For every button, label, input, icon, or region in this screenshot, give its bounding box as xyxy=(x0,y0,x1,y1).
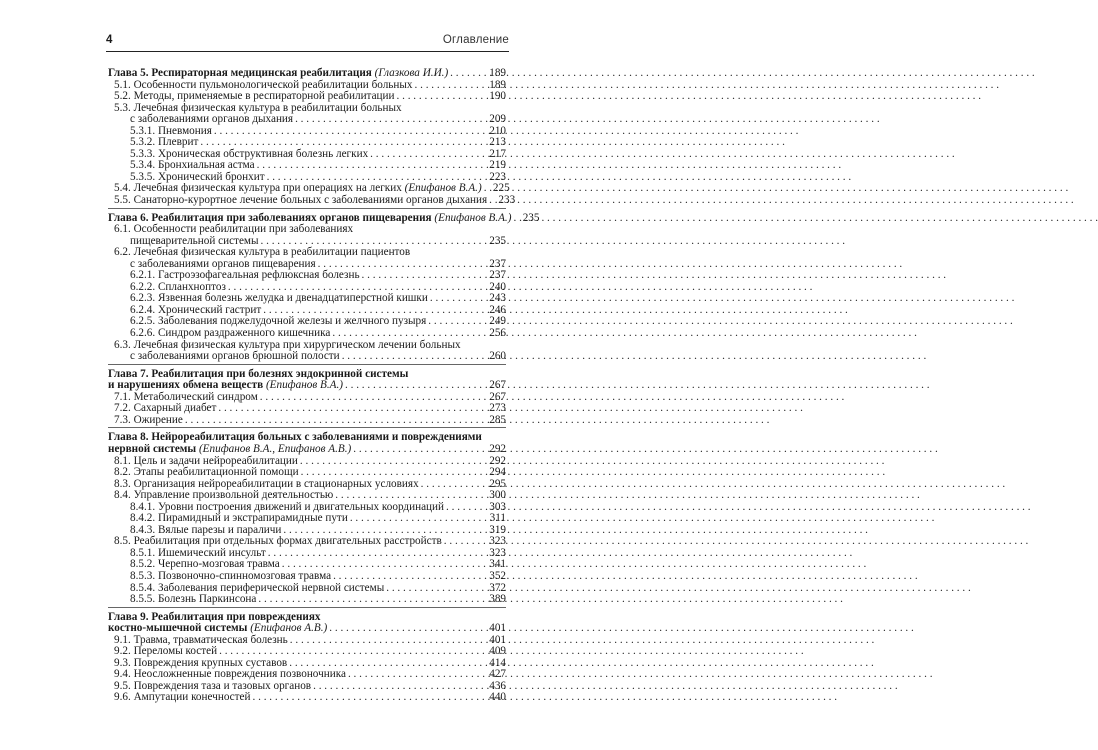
dot-leader xyxy=(332,328,486,340)
page-ref: 409 xyxy=(489,645,506,658)
entry-title: 5.3.2. Плеврит xyxy=(130,136,199,149)
page-ref: 436 xyxy=(489,679,506,692)
dot-leader xyxy=(489,195,495,207)
entry-title: 8.4.2. Пирамидный и экстрапирамидные пути xyxy=(130,512,348,525)
chapter-title: Глава 5. Респираторная медицинская реабилитация xyxy=(108,67,372,79)
chapter-title[interactable]: Глава 7. Реабилитация при болезнях эндокринной системы xyxy=(108,367,409,380)
dot-leader xyxy=(185,415,486,427)
page-ref: 292 xyxy=(489,454,506,467)
entry-title: 8.5.1. Ишемический инсульт xyxy=(130,546,266,559)
chapter-9 xyxy=(108,612,506,705)
entry-title: 5.3.1. Пневмония xyxy=(130,124,212,137)
chapter-8 xyxy=(108,432,506,607)
page-ref: 440 xyxy=(489,691,506,704)
entry-title: 6.2.5. Заболевания поджелудочной железы и желчного пузыря xyxy=(130,315,427,328)
toc-entry-wrap[interactable]: 6.2. Лечебная физическая культура в реабилитации пациентов xyxy=(114,246,411,259)
page-ref: 273 xyxy=(489,402,506,415)
page-ref: 235 xyxy=(522,211,540,224)
dot-leader xyxy=(335,490,486,502)
entry-title: с заболеваниями органов брюшной полости xyxy=(130,350,340,363)
entry-title: 7.3. Ожирение xyxy=(114,413,183,426)
entry-title: 9.4. Неосложненные повреждения позвоночника xyxy=(114,668,346,681)
page-number: 4 xyxy=(106,34,113,46)
chapter-title-row[interactable] xyxy=(108,68,506,80)
entry-title: 5.3.4. Бронхиальная астма xyxy=(130,159,255,172)
page-ref: 285 xyxy=(489,413,506,426)
entry-title: 9.3. Повреждения крупных суставов xyxy=(114,656,288,669)
toc-entry[interactable] xyxy=(108,594,506,606)
page-header xyxy=(0,34,600,50)
entry-title: 9.1. Травма, травматическая болезнь xyxy=(114,633,288,646)
toc-entry-wrap[interactable]: 5.3. Лечебная физическая культура в реабилитации больных xyxy=(114,101,402,114)
page-ref: 237 xyxy=(489,269,506,282)
page-ref: 319 xyxy=(489,523,506,536)
chapter-title-cont: и нарушениях обмена веществ xyxy=(108,379,264,392)
page-ref: 243 xyxy=(489,292,506,305)
page-ref: 311 xyxy=(489,512,506,525)
page-ref: 189 xyxy=(489,67,506,79)
entry-title: 9.2. Переломы костей xyxy=(114,645,218,658)
page-ref: 267 xyxy=(489,379,506,392)
running-head: Оглавление xyxy=(442,34,509,46)
toc-entry[interactable] xyxy=(108,328,506,340)
entry-title: 5.3.3. Хроническая обструктивная болезнь легких xyxy=(130,147,369,160)
entry-title: с заболеваниями органов дыхания xyxy=(130,113,294,126)
toc-entry[interactable] xyxy=(108,415,506,427)
entry-title: 9.6. Ампутации конечностей xyxy=(114,691,251,704)
chapter-7 xyxy=(108,369,506,429)
toc-entry[interactable] xyxy=(108,194,516,207)
page-ref: 323 xyxy=(489,546,506,559)
dot-leader xyxy=(295,114,486,126)
entry-title: 8.5.5. Болезнь Паркинсона xyxy=(130,593,257,606)
entry-title: 6.2.6. Синдром раздраженного кишечника xyxy=(130,327,331,340)
chapter-title-cont: нервной системы xyxy=(108,442,197,455)
entry-title: 8.5.4. Заболевания периферической нервной системы xyxy=(130,581,385,594)
dot-leader xyxy=(342,351,486,363)
dot-leader xyxy=(450,68,486,80)
page-ref: 414 xyxy=(489,656,506,669)
toc-entry[interactable] xyxy=(108,467,506,479)
entry-title: 7.1. Метаболический синдром xyxy=(114,390,258,403)
chapter-title-cont: костно-мышечной системы xyxy=(108,622,248,635)
header-rule xyxy=(106,51,509,52)
chapter-title-row[interactable] xyxy=(108,444,506,456)
entry-title: 8.4.1. Уровни построения движений и двигательных координаций xyxy=(130,500,445,513)
toc-entry-wrap[interactable]: 6.3. Лечебная физическая культура при хирургическом лечении больных xyxy=(114,338,461,351)
entry-author: (Епифанов В.А.) xyxy=(404,182,482,195)
chapter-title: Глава 6. Реабилитация при заболеваниях органов пищеварения xyxy=(108,211,432,224)
entry-title: 6.2.4. Хронический гастрит xyxy=(130,303,262,316)
entry-title: 6.2.2. Спланхноптоз xyxy=(130,280,226,293)
entry-title: 8.4. Управление произвольной деятельностью xyxy=(114,489,334,502)
toc-entry-wrap[interactable]: 6.1. Особенности реабилитации при заболеваниях xyxy=(114,223,354,236)
page-ref: 237 xyxy=(489,257,506,270)
page-ref: 235 xyxy=(489,234,506,247)
dot-leader xyxy=(353,444,486,456)
toc-entry[interactable] xyxy=(108,692,506,704)
toc-entry[interactable] xyxy=(108,351,506,363)
entry-title: 8.5. Реабилитация при отдельных формах двигательных расстройств xyxy=(114,535,442,548)
entry-title: 5.4. Лечебная физическая культура при операциях на легких xyxy=(114,182,402,195)
chapter-title[interactable]: Глава 8. Нейрореабилитация больных с заболеваниями и повреждениями xyxy=(108,431,482,444)
entry-title: с заболеваниями органов пищеварения xyxy=(130,257,316,270)
page-ref: 295 xyxy=(489,477,506,490)
dot-leader xyxy=(397,91,486,103)
page-ref: 260 xyxy=(489,350,506,363)
chapter-author: (Епифанов В.А.) xyxy=(434,211,512,224)
page-ref: 210 xyxy=(489,124,506,137)
chapter-author: (Епифанов А.В.) xyxy=(250,622,328,635)
entry-title: 8.1. Цель и задачи нейрореабилитации xyxy=(114,454,298,467)
dot-leader xyxy=(253,692,487,704)
page-ref: 233 xyxy=(498,194,516,207)
page-ref: 267 xyxy=(489,390,506,403)
entry-title: 6.2.3. Язвенная болезнь желудка и двенадцатиперстной кишки xyxy=(130,292,428,305)
entry-title: 8.5.3. Позвоночно-спинномозговая травма xyxy=(130,569,332,582)
dot-leader xyxy=(513,213,519,225)
page-ref: 303 xyxy=(489,500,506,513)
page-ref: 217 xyxy=(489,147,506,160)
page-ref: 352 xyxy=(489,569,506,582)
chapter-5 xyxy=(108,67,516,209)
chapter-author: (Глазкова И.И.) xyxy=(374,67,449,79)
entry-title: 8.4.3. Вялые парезы и параличи xyxy=(130,523,282,536)
chapter-author: (Епифанов В.А.) xyxy=(265,379,344,392)
chapter-title[interactable]: Глава 9. Реабилитация при повреждениях xyxy=(108,610,321,623)
page-ref: 209 xyxy=(489,113,506,126)
page-ref: 223 xyxy=(489,170,506,183)
entry-title: 5.3.5. Хронический бронхит xyxy=(130,170,265,183)
page-ref: 240 xyxy=(489,280,506,293)
entry-title: 5.5. Санаторно-курортное лечение больных с заболеваниями органов дыхания xyxy=(114,194,488,207)
page-ref: 292 xyxy=(489,442,506,455)
page-ref: 401 xyxy=(489,622,506,635)
chapter-6 xyxy=(108,211,540,365)
page-ref: 256 xyxy=(489,327,506,340)
dot-leader xyxy=(258,594,486,606)
page-ref: 189 xyxy=(489,78,506,91)
entry-title: 5.2. Методы, применяемые в респираторной реабилитации xyxy=(114,90,395,103)
entry-title: 9.5. Повреждения таза и тазовых органов xyxy=(114,679,312,692)
dot-leader xyxy=(329,623,486,635)
entry-title: 6.2.1. Гастроэзофагеальная рефлюксная болезнь xyxy=(130,269,360,282)
entry-title: 8.5.2. Черепно-мозговая травма xyxy=(130,558,280,571)
page-ref: 294 xyxy=(489,466,506,479)
entry-title: 5.1. Особенности пульмонологической реабилитации больных xyxy=(114,78,413,91)
page-ref: 401 xyxy=(489,633,506,646)
table-of-contents xyxy=(108,67,540,709)
page-ref: 341 xyxy=(489,558,506,571)
chapter-title-row[interactable] xyxy=(108,623,506,635)
dot-leader xyxy=(333,571,486,583)
page-ref: 389 xyxy=(489,593,506,606)
chapter-author: (Епифанов В.А., Епифанов А.В.) xyxy=(198,442,352,455)
toc-entry[interactable] xyxy=(108,114,506,126)
page-ref: 372 xyxy=(489,581,506,594)
page-ref: 190 xyxy=(489,90,506,103)
entry-title: 8.2. Этапы реабилитационной помощи xyxy=(114,466,299,479)
entry-title: 8.3. Организация нейрореабилитации в стационарных условиях xyxy=(114,477,419,490)
page-ref: 213 xyxy=(489,136,506,149)
page-ref: 225 xyxy=(492,182,510,195)
toc-entry[interactable] xyxy=(108,571,506,583)
page-ref: 246 xyxy=(489,303,506,316)
page-ref: 300 xyxy=(489,489,506,502)
page-ref: 427 xyxy=(489,668,506,681)
page-ref: 323 xyxy=(489,535,506,548)
toc-entry[interactable] xyxy=(108,91,506,103)
page-ref: 249 xyxy=(489,315,506,328)
toc-entry[interactable] xyxy=(108,490,506,502)
entry-title: 7.2. Сахарный диабет xyxy=(114,402,217,415)
entry-title: пищеварительной системы xyxy=(130,234,259,247)
page-ref: 219 xyxy=(489,159,506,172)
dot-leader xyxy=(301,467,486,479)
